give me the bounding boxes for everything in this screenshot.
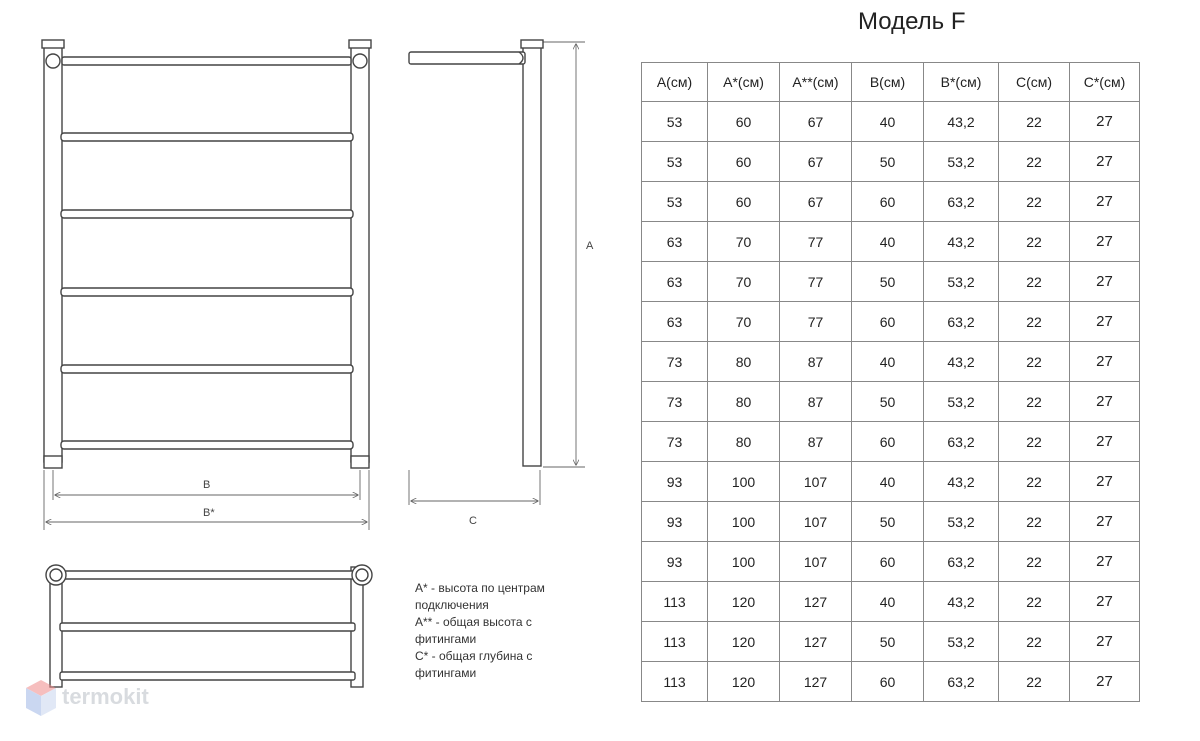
table-cell: 27 [1070, 342, 1140, 382]
table-row [642, 542, 1140, 582]
table-cell: 60 [852, 422, 924, 462]
table-cell: 77 [780, 302, 852, 342]
label-b-star: B* [203, 507, 215, 519]
rung [61, 441, 353, 449]
side-view [409, 40, 543, 466]
table-row [642, 182, 1140, 222]
table-cell: 27 [1070, 262, 1140, 302]
header-c-star: C*(см) [1070, 63, 1140, 102]
table-cell: 22 [999, 102, 1070, 142]
table-cell: 120 [708, 582, 780, 622]
label-c: C [469, 515, 477, 527]
table-cell: 53,2 [924, 382, 999, 422]
top-view [46, 565, 372, 687]
table-cell: 27 [1070, 622, 1140, 662]
note-line: фитингами [415, 666, 477, 680]
header-a-double-star: A**(см) [780, 63, 852, 102]
table-cell: 73 [642, 422, 708, 462]
table-cell: 43,2 [924, 342, 999, 382]
rung [61, 365, 353, 373]
table-cell: 27 [1070, 422, 1140, 462]
table-cell: 87 [780, 382, 852, 422]
table-row [642, 502, 1140, 542]
table-row [642, 382, 1140, 422]
table-cell: 63,2 [924, 542, 999, 582]
table-cell: 22 [999, 222, 1070, 262]
table-cell: 22 [999, 662, 1070, 702]
logo-text: termokit [62, 684, 149, 709]
dimension-lines [44, 42, 585, 530]
note-line: A* - высота по центрам [415, 581, 545, 595]
table-cell: 43,2 [924, 462, 999, 502]
table-row [642, 262, 1140, 302]
table-cell: 60 [852, 542, 924, 582]
table-cell: 63,2 [924, 182, 999, 222]
header-b: B(см) [852, 63, 924, 102]
header-a: A(см) [642, 63, 708, 102]
table-cell: 73 [642, 382, 708, 422]
table-cell: 22 [999, 542, 1070, 582]
table-cell: 73 [642, 342, 708, 382]
table-cell: 60 [708, 102, 780, 142]
table-cell: 80 [708, 342, 780, 382]
table-cell: 43,2 [924, 582, 999, 622]
table-cell: 107 [780, 502, 852, 542]
table-row [642, 302, 1140, 342]
table-cell: 113 [642, 662, 708, 702]
table-cell: 40 [852, 342, 924, 382]
table-cell: 63 [642, 302, 708, 342]
table-cell: 100 [708, 462, 780, 502]
table-cell: 27 [1070, 182, 1140, 222]
table-cell: 27 [1070, 582, 1140, 622]
table-row [642, 462, 1140, 502]
table-cell: 22 [999, 182, 1070, 222]
table-cell: 22 [999, 582, 1070, 622]
table-cell: 40 [852, 582, 924, 622]
table-cell: 113 [642, 582, 708, 622]
table-cell: 127 [780, 582, 852, 622]
notes [415, 580, 545, 682]
note-line: подключения [415, 598, 489, 612]
table-cell: 27 [1070, 222, 1140, 262]
top-view-bar [60, 571, 355, 579]
table-cell: 50 [852, 502, 924, 542]
note-line: C* - общая глубина с [415, 649, 533, 663]
table-row [642, 662, 1140, 702]
table-cell: 22 [999, 262, 1070, 302]
table-cell: 53 [642, 182, 708, 222]
table-cell: 70 [708, 222, 780, 262]
table-cell: 100 [708, 502, 780, 542]
table-cell: 53 [642, 142, 708, 182]
note-line: A** - общая высота с [415, 615, 532, 629]
table-cell: 63,2 [924, 662, 999, 702]
header-a-star: A*(см) [708, 63, 780, 102]
table-cell: 93 [642, 542, 708, 582]
termokit-logo [22, 676, 182, 720]
top-right-fitting [353, 54, 367, 68]
table-cell: 107 [780, 542, 852, 582]
table-row [642, 342, 1140, 382]
table-row [642, 422, 1140, 462]
table-cell: 120 [708, 662, 780, 702]
table-cell: 22 [999, 302, 1070, 342]
table-row [642, 102, 1140, 142]
table-row [642, 222, 1140, 262]
rung [61, 133, 353, 141]
table-cell: 127 [780, 622, 852, 662]
front-view [42, 40, 371, 468]
table-cell: 22 [999, 142, 1070, 182]
table-cell: 77 [780, 222, 852, 262]
side-top-bar [409, 52, 525, 64]
table-row [642, 582, 1140, 622]
label-b: B [203, 479, 211, 491]
table-cell: 63 [642, 222, 708, 262]
cube-icon [24, 678, 58, 718]
table-cell: 53,2 [924, 262, 999, 302]
table-cell: 63,2 [924, 422, 999, 462]
table-cell: 43,2 [924, 102, 999, 142]
note-line: фитингами [415, 632, 477, 646]
table-cell: 93 [642, 462, 708, 502]
table-cell: 22 [999, 622, 1070, 662]
table-cell: 60 [708, 142, 780, 182]
table-cell: 120 [708, 622, 780, 662]
table-cell: 27 [1070, 462, 1140, 502]
table-cell: 22 [999, 462, 1070, 502]
table-cell: 87 [780, 342, 852, 382]
table-cell: 50 [852, 622, 924, 662]
rung [61, 288, 353, 296]
table-cell: 50 [852, 142, 924, 182]
table-cell: 87 [780, 422, 852, 462]
table-cell: 27 [1070, 102, 1140, 142]
top-left-fitting [46, 54, 60, 68]
table-cell: 53,2 [924, 142, 999, 182]
table-cell: 50 [852, 382, 924, 422]
table-cell: 67 [780, 142, 852, 182]
table-cell: 80 [708, 422, 780, 462]
table-cell: 27 [1070, 382, 1140, 422]
header-c: C(см) [999, 63, 1070, 102]
table-cell: 70 [708, 262, 780, 302]
table-cell: 60 [852, 662, 924, 702]
rung [61, 210, 353, 218]
table-cell: 27 [1070, 662, 1140, 702]
table-cell: 127 [780, 662, 852, 702]
table-cell: 40 [852, 462, 924, 502]
table-cell: 100 [708, 542, 780, 582]
table-cell: 53 [642, 102, 708, 142]
table-cell: 53,2 [924, 622, 999, 662]
table-cell: 40 [852, 222, 924, 262]
table-cell: 22 [999, 502, 1070, 542]
model-title: Модель F [858, 8, 966, 35]
table-body [642, 102, 1140, 702]
header-b-star: B*(см) [924, 63, 999, 102]
table-cell: 27 [1070, 142, 1140, 182]
table-cell: 22 [999, 422, 1070, 462]
table-cell: 60 [708, 182, 780, 222]
left-post [44, 42, 62, 462]
table-cell: 50 [852, 262, 924, 302]
table-cell: 60 [852, 182, 924, 222]
table-cell: 27 [1070, 302, 1140, 342]
table-cell: 67 [780, 102, 852, 142]
table-cell: 80 [708, 382, 780, 422]
table-cell: 63 [642, 262, 708, 302]
table-cell: 67 [780, 182, 852, 222]
side-wall-post [523, 42, 541, 466]
table-header-row [642, 63, 1140, 102]
table-cell: 63,2 [924, 302, 999, 342]
right-post [351, 42, 369, 462]
table-cell: 60 [852, 302, 924, 342]
table-cell: 40 [852, 102, 924, 142]
dimensions-table [641, 62, 1140, 702]
table-cell: 22 [999, 342, 1070, 382]
table-cell: 77 [780, 262, 852, 302]
table-cell: 70 [708, 302, 780, 342]
label-a: A [586, 240, 594, 252]
table-row [642, 142, 1140, 182]
top-view-bar [60, 623, 355, 631]
table-cell: 27 [1070, 542, 1140, 582]
top-bar [62, 57, 351, 65]
table-row [642, 622, 1140, 662]
table-cell: 113 [642, 622, 708, 662]
table-cell: 107 [780, 462, 852, 502]
table-cell: 53,2 [924, 502, 999, 542]
table-cell: 43,2 [924, 222, 999, 262]
table-cell: 93 [642, 502, 708, 542]
table-cell: 27 [1070, 502, 1140, 542]
table-cell: 22 [999, 382, 1070, 422]
